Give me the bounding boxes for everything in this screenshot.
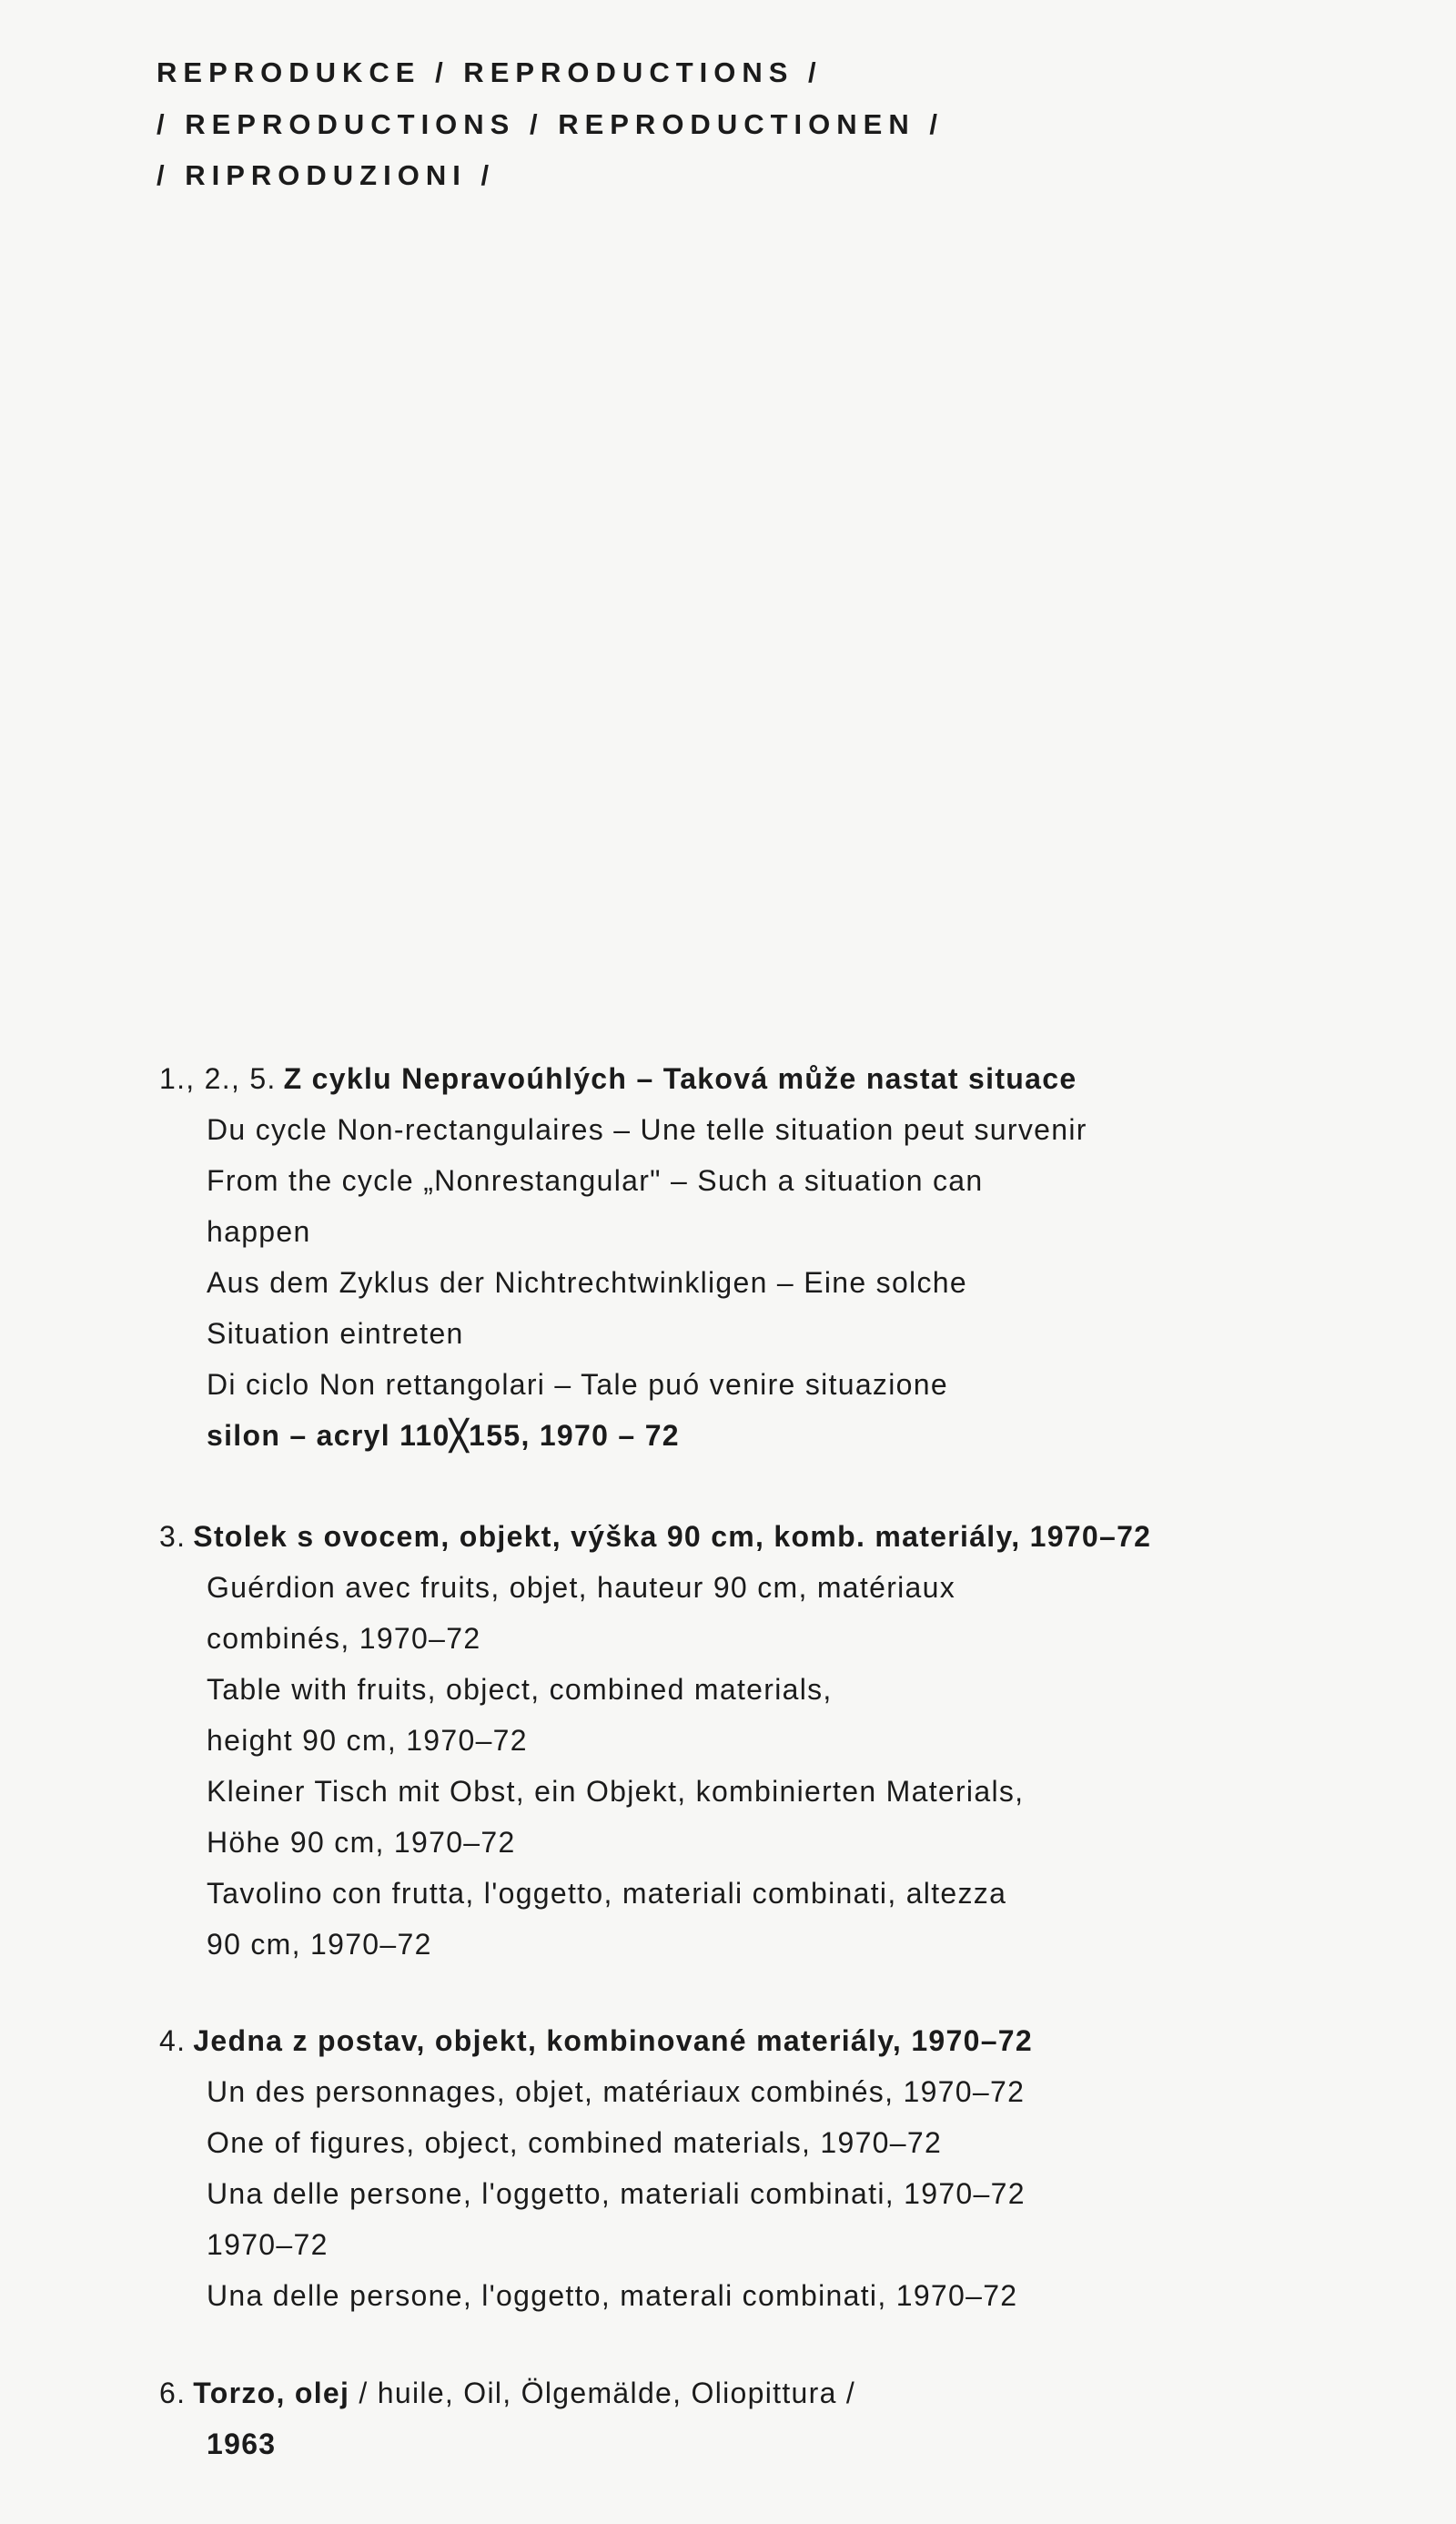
header-line: / REPRODUCTIONS / REPRODUCTIONEN / <box>157 108 944 140</box>
entry-line: Di ciclo Non rettangolari – Tale puó venire situazione <box>207 1368 948 1401</box>
entry-6 <box>159 2367 1342 2469</box>
entry-line: Guérdion avec fruits, objet, hauteur 90 cm, matériaux <box>207 1571 956 1604</box>
entry-line: 1970–72 <box>207 2228 329 2261</box>
entry-medium: / huile, Oil, Ölgemälde, Oliopittura / <box>349 2377 856 2409</box>
entry-title: Jedna z postav, objekt, kombinované materiály, 1970–72 <box>193 2024 1033 2057</box>
entry-4 <box>159 2015 1342 2321</box>
entry-line: combinés, 1970–72 <box>207 1622 481 1655</box>
entry-line: Höhe 90 cm, 1970–72 <box>207 1826 516 1859</box>
entry-line: Tavolino con frutta, l'oggetto, materiali combinati, altezza <box>207 1877 1007 1910</box>
entry-line: Aus dem Zyklus der Nichtrechtwinkligen – Eine solche <box>207 1266 967 1299</box>
entry-3 <box>159 1511 1342 1970</box>
entry-title: Torzo, olej <box>193 2377 350 2409</box>
entry-number: 1., 2., 5. <box>159 1062 277 1095</box>
entry-title: Stolek s ovocem, objekt, výška 90 cm, komb. materiály, 1970–72 <box>193 1520 1152 1553</box>
entry-line: happen <box>207 1215 311 1248</box>
entry-line: One of figures, object, combined materials, 1970–72 <box>207 2126 943 2159</box>
entry-line: 90 cm, 1970–72 <box>207 1928 432 1961</box>
entry-number: 4. <box>159 2024 187 2057</box>
entry-medium: silon – acryl 110╳155, 1970 – 72 <box>207 1419 680 1452</box>
entry-number: 6. <box>159 2377 187 2409</box>
entry-line: Du cycle Non-rectangulaires – Une telle situation peut survenir <box>207 1113 1087 1146</box>
entry-line: Table with fruits, object, combined materials, <box>207 1673 833 1706</box>
entry-1 <box>159 1053 1342 1461</box>
entry-line: Un des personnages, objet, matériaux combinés, 1970–72 <box>207 2075 1026 2108</box>
entry-line: Una delle persone, l'oggetto, materiali combinati, 1970–72 <box>207 2177 1026 2210</box>
header-line: REPRODUKCE / REPRODUCTIONS / <box>157 56 823 88</box>
header-line: / RIPRODUZIONI / <box>157 159 496 191</box>
entry-title: Z cyklu Nepravoúhlých – Taková může nastat situace <box>283 1062 1077 1095</box>
entry-line: Una delle persone, l'oggetto, materali combinati, 1970–72 <box>207 2279 1018 2312</box>
entry-line: Kleiner Tisch mit Obst, ein Objekt, kombinierten Materials, <box>207 1775 1025 1808</box>
entry-line: Situation eintreten <box>207 1317 464 1350</box>
entry-line: height 90 cm, 1970–72 <box>207 1724 528 1757</box>
entry-year: 1963 <box>207 2428 277 2460</box>
entry-line: From the cycle „Nonrestangular" – Such a situation can <box>207 1164 984 1197</box>
entry-number: 3. <box>159 1520 187 1553</box>
